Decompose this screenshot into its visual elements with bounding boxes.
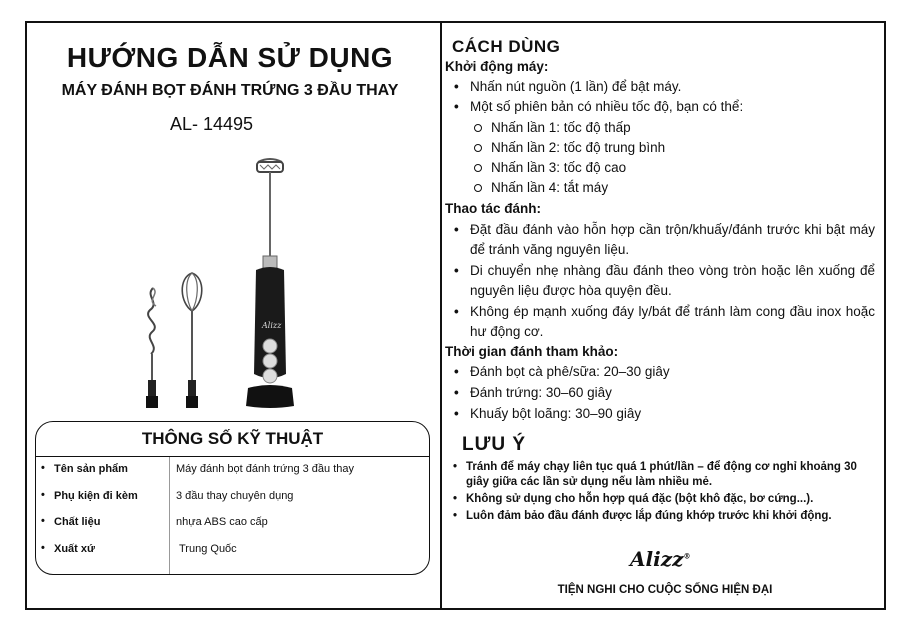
note-item: • Không sử dụng cho hỗn hợp quá đặc (bột khô đặc, bơ cứng...). — [466, 492, 878, 507]
operation-section-title: Thao tác đánh: — [445, 201, 542, 216]
usage-heading: CÁCH DÙNG — [452, 37, 561, 56]
speed-item: Nhấn lần 1: tốc độ thấp — [491, 118, 631, 138]
list-item: • Đánh bọt cà phê/sữa: 20–30 giây — [470, 362, 875, 382]
spec-value: Trung Quốc — [179, 542, 237, 555]
list-item: • Di chuyển nhẹ nhàng đầu đánh theo vòng tròn hoặc lên xuống để nguyên liệu được hòa quyện đều. — [470, 261, 875, 301]
speed-item: Nhấn lần 3: tốc độ cao — [491, 158, 626, 178]
list-item: • Nhấn nút nguồn (1 lần) để bật máy. — [470, 77, 875, 97]
frother-main-unit-icon — [246, 159, 294, 408]
list-item: • Không ép mạnh xuống đáy ly/bát để tránh làm cong đầu inox hoặc hư động cơ. — [470, 302, 875, 342]
speed-item: Nhấn lần 2: tốc độ trung bình — [491, 138, 665, 158]
list-item: • Một số phiên bản có nhiều tốc độ, bạn có thể: — [470, 97, 875, 117]
spec-value: 3 đầu thay chuyên dụng — [176, 489, 294, 502]
time-section-title: Thời gian đánh tham khảo: — [445, 344, 619, 359]
spec-label: • Phụ kiện đi kèm — [54, 490, 138, 502]
spiral-whisk-icon — [146, 288, 158, 408]
product-subtitle: MÁY ĐÁNH BỌT ĐÁNH TRỨNG 3 ĐẦU THAY — [61, 82, 399, 99]
spec-row — [36, 484, 429, 511]
spec-label: • Chất liệu — [54, 516, 100, 528]
page-title: HƯỚNG DẪN SỬ DỤNG — [66, 42, 394, 73]
spec-box — [35, 421, 430, 575]
brand-logo-text: Alizz — [630, 547, 684, 571]
spec-table — [36, 457, 429, 563]
note-item: • Luôn đảm bảo đầu đánh được lắp đúng khớp trước khi khởi động. — [466, 509, 878, 524]
registered-mark: ® — [683, 551, 691, 561]
spec-row — [36, 457, 429, 484]
list-item: • Đánh trứng: 30–60 giây — [470, 383, 875, 403]
balloon-whisk-icon — [182, 273, 202, 408]
list-item: • Khuấy bột loãng: 30–90 giây — [470, 404, 875, 424]
spec-label: • Xuất xứ — [54, 543, 95, 555]
list-item: • Đặt đầu đánh vào hỗn hợp cần trộn/khuấy/đánh trước khi bật máy để tránh văng nguyên liệu. — [470, 220, 875, 260]
note-heading: LƯU Ý — [462, 434, 527, 455]
model-number: AL- 14495 — [170, 114, 254, 134]
start-section-title: Khởi động máy: — [445, 59, 549, 74]
speed-item: Nhấn lần 4: tắt máy — [491, 178, 608, 198]
brand-logo — [630, 547, 690, 571]
spec-row — [36, 537, 429, 564]
column-divider — [440, 21, 442, 610]
brand-tagline: TIỆN NGHI CHO CUỘC SỐNG HIỆN ĐẠI — [557, 584, 773, 596]
device-brand-label: Alizz — [262, 321, 282, 330]
spec-value: nhựa ABS cao cấp — [176, 516, 268, 528]
note-item: • Tránh để máy chạy liên tục quá 1 phút/lần – để động cơ nghỉ khoảng 30 giây giữa các lần sử dụng nếu làm nhiều mẻ. — [466, 460, 878, 490]
spec-label: • Tên sản phẩm — [54, 463, 128, 475]
spec-row — [36, 510, 429, 537]
product-illustration — [120, 148, 330, 416]
spec-value: Máy đánh bọt đánh trứng 3 đầu thay — [176, 463, 354, 475]
spec-heading: THÔNG SỐ KỸ THUẬT — [36, 422, 429, 457]
